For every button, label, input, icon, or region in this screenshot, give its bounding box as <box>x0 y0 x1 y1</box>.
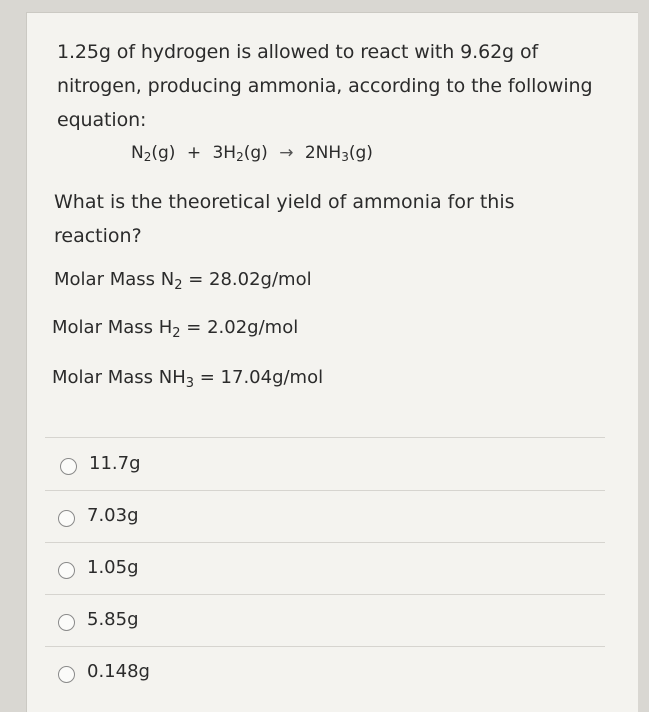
reaction-arrow-icon: → <box>279 143 294 163</box>
answer-label[interactable]: 5.85g <box>87 609 139 630</box>
radio-button[interactable] <box>58 614 75 631</box>
answer-option[interactable] <box>45 646 605 698</box>
answer-option[interactable] <box>45 437 605 490</box>
molar-mass-n2: Molar Mass $N_2 = 28.02g/mol$ <box>54 269 312 293</box>
question-prompt: What is the theoretical yield of ammonia for this reaction? <box>54 191 515 247</box>
answer-label[interactable]: 1.05g <box>87 557 139 578</box>
molar-mass-h2: Molar Mass $H_2 = 2.02g/mol$ <box>52 317 299 341</box>
radio-button[interactable] <box>58 562 75 579</box>
radio-button[interactable] <box>58 666 75 683</box>
question-intro: 1.25g of hydrogen is allowed to react with 9.62g of nitrogen, producing ammonia, according to the following equation: <box>57 41 593 131</box>
answer-label[interactable]: 7.03g <box>87 505 139 526</box>
answer-label[interactable]: 0.148g <box>87 661 150 682</box>
reactant-2: $3H_2(g)$ <box>212 143 268 164</box>
radio-button[interactable] <box>58 510 75 527</box>
question-card <box>26 12 638 712</box>
reactant-1: $N_2(g)$ <box>131 143 176 164</box>
answer-option[interactable] <box>45 490 605 542</box>
chemical-equation <box>131 143 373 164</box>
radio-button[interactable] <box>60 458 77 475</box>
answer-option[interactable] <box>45 594 605 646</box>
product: $2NH_3(g)$ <box>304 143 373 164</box>
molar-mass-nh3: Molar Mass $NH_3 = 17.04g/mol$ <box>52 367 324 391</box>
answer-label[interactable]: 11.7g <box>89 453 141 474</box>
answer-option[interactable] <box>45 542 605 594</box>
plus-sign: + <box>186 143 202 163</box>
answer-options <box>45 437 605 698</box>
